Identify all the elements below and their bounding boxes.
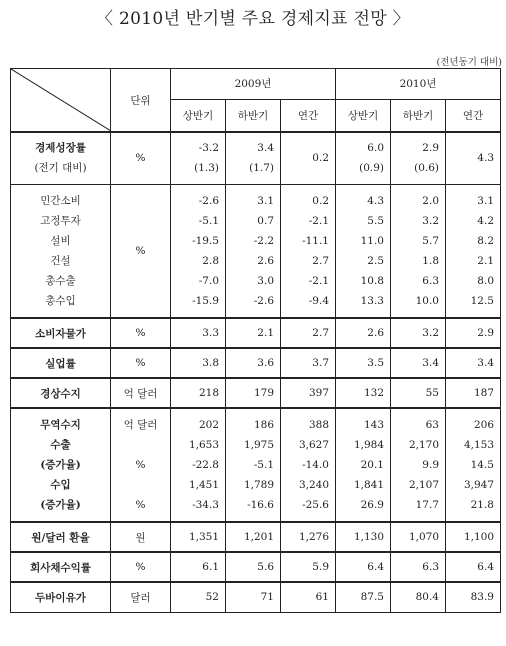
value: -25.6 (302, 499, 329, 511)
value: 3.1 (477, 194, 494, 207)
cell-components-h1-2010 (336, 184, 391, 318)
value: 2.1 (477, 254, 494, 267)
unit-exports (117, 435, 164, 455)
cell-fx-h2-2010: 1,070 (391, 522, 446, 552)
value: 6.0 (367, 142, 384, 155)
cell-cpi-h1-2009: 3.3 (171, 318, 226, 348)
value: 6.3 (422, 274, 439, 287)
unit-imports-growth: % (135, 499, 146, 511)
unit-imports (117, 475, 164, 495)
unit-trade (111, 408, 171, 522)
value: (0.6) (414, 162, 439, 175)
cell-gdp-h2-2010 (391, 132, 446, 184)
row-fx (11, 522, 501, 552)
value: 17.7 (415, 499, 439, 511)
value: 3,947 (463, 479, 494, 491)
cell-ca-h2-2009: 179 (226, 378, 281, 408)
label-cpi: 소비자물가 (11, 318, 111, 348)
unit-fx: 원 (111, 522, 171, 552)
value: (1.7) (249, 162, 274, 175)
value: 2.9 (422, 142, 439, 155)
cell-fx-h1-2010: 1,130 (336, 522, 391, 552)
cell-trade-annual-2010 (446, 408, 501, 522)
cell-oil-annual-2010: 83.9 (446, 582, 501, 612)
value: -15.9 (192, 294, 219, 307)
cell-gdp-annual-2010: 4.3 (446, 132, 501, 184)
cell-bond-h2-2010: 6.3 (391, 552, 446, 582)
header-row-years (11, 69, 501, 100)
header-unit: 단위 (111, 69, 171, 133)
value: 3.2 (422, 214, 439, 227)
value: -7.0 (198, 274, 219, 287)
value: 5.5 (367, 214, 384, 227)
cell-unemp-annual-2010: 3.4 (446, 348, 501, 378)
row-dubai-oil (11, 582, 501, 612)
value: 5.7 (422, 234, 439, 247)
label-total-exports: 총수출 (45, 274, 76, 287)
cell-bond-h2-2009: 5.6 (226, 552, 281, 582)
row-label-gdp (11, 132, 111, 184)
cell-fx-annual-2009: 1,276 (281, 522, 336, 552)
value: 2.5 (367, 254, 384, 267)
unit-note: (전년동기 대비) (436, 57, 502, 68)
cell-oil-annual-2009: 61 (281, 582, 336, 612)
cell-components-annual-2010 (446, 184, 501, 318)
economic-indicators-table (10, 68, 501, 613)
row-gdp-growth (11, 132, 501, 184)
cell-oil-h1-2009: 52 (171, 582, 226, 612)
unit-current-account: 억 달러 (111, 378, 171, 408)
diagonal-line (11, 69, 111, 131)
label-gdp-growth: 경제성장률 (35, 142, 86, 155)
value: 1,451 (188, 479, 219, 491)
unit-exports-growth: % (135, 459, 146, 471)
cell-trade-h2-2009 (226, 408, 281, 522)
cell-oil-h2-2009: 71 (226, 582, 281, 612)
value: -2.2 (253, 234, 274, 247)
value: 186 (253, 419, 274, 431)
label-total-imports: 총수입 (45, 294, 76, 307)
header-2010: 2010년 (336, 69, 501, 100)
cell-bond-h1-2010: 6.4 (336, 552, 391, 582)
unit-unemployment: % (111, 348, 171, 378)
cell-ca-annual-2010: 187 (446, 378, 501, 408)
cell-gdp-annual-2009: 0.2 (281, 132, 336, 184)
cell-fx-h2-2009: 1,201 (226, 522, 281, 552)
value: 388 (308, 419, 329, 431)
value: -22.8 (192, 459, 219, 471)
cell-unemp-h1-2010: 3.5 (336, 348, 391, 378)
cell-oil-h2-2010: 80.4 (391, 582, 446, 612)
value: -16.6 (247, 499, 274, 511)
value: 20.1 (360, 459, 384, 471)
value: -5.1 (253, 459, 274, 471)
label-fx: 원/달러 환율 (11, 522, 111, 552)
unit-dubai-oil: 달러 (111, 582, 171, 612)
row-current-account (11, 378, 501, 408)
value: -9.4 (308, 294, 329, 307)
label-construction: 건설 (50, 254, 71, 267)
value: 2.8 (202, 254, 219, 267)
label-equipment: 설비 (50, 234, 71, 247)
header-2009: 2009년 (171, 69, 336, 100)
unit-trade-balance: 억 달러 (123, 419, 158, 431)
cell-trade-h2-2010 (391, 408, 446, 522)
row-label-trade (11, 408, 111, 522)
cell-bond-h1-2009: 6.1 (171, 552, 226, 582)
value: 14.5 (470, 459, 494, 471)
cell-gdp-h1-2009 (171, 132, 226, 184)
value: 1,984 (353, 439, 384, 451)
cell-unemp-h2-2009: 3.6 (226, 348, 281, 378)
value: 1,789 (243, 479, 274, 491)
cell-components-h2-2009 (226, 184, 281, 318)
cell-unemp-h1-2009: 3.8 (171, 348, 226, 378)
value: -3.2 (198, 142, 219, 155)
value: 1.8 (422, 254, 439, 267)
value: -11.1 (302, 234, 329, 247)
label-dubai-oil: 두바이유가 (11, 582, 111, 612)
value: 9.9 (422, 459, 439, 471)
row-components (11, 184, 501, 318)
cell-components-h1-2009 (171, 184, 226, 318)
page-title: 〈 2010년 반기별 주요 경제지표 전망 〉 (96, 9, 410, 29)
label-gdp-qoq: (전기 대비) (34, 162, 87, 175)
header-h2-2010: 하반기 (391, 99, 446, 132)
label-trade-balance: 무역수지 (40, 419, 81, 431)
label-current-account: 경상수지 (11, 378, 111, 408)
header-annual-2009: 연간 (281, 99, 336, 132)
value: -34.3 (192, 499, 219, 511)
cell-ca-h2-2010: 55 (391, 378, 446, 408)
cell-components-annual-2009 (281, 184, 336, 318)
value: 21.8 (470, 499, 494, 511)
value: 4.3 (367, 194, 384, 207)
label-private-consumption: 민간소비 (40, 194, 81, 207)
value: 8.0 (477, 274, 494, 287)
value: 4.2 (477, 214, 494, 227)
value: -2.6 (253, 294, 274, 307)
value: 0.7 (257, 214, 274, 227)
value: -2.1 (308, 214, 329, 227)
cell-cpi-h1-2010: 2.6 (336, 318, 391, 348)
value: 202 (198, 419, 219, 431)
label-imports: 수입 (50, 479, 71, 491)
row-cpi (11, 318, 501, 348)
row-trade (11, 408, 501, 522)
unit-cpi: % (111, 318, 171, 348)
cell-trade-h1-2009 (171, 408, 226, 522)
unit-bond-yield: % (111, 552, 171, 582)
cell-cpi-h2-2009: 2.1 (226, 318, 281, 348)
value: 1,975 (243, 439, 274, 451)
value: (0.9) (359, 162, 384, 175)
cell-unemp-annual-2009: 3.7 (281, 348, 336, 378)
value: 10.0 (415, 294, 439, 307)
cell-cpi-annual-2009: 2.7 (281, 318, 336, 348)
cell-bond-annual-2010: 6.4 (446, 552, 501, 582)
value: 3.1 (257, 194, 274, 207)
cell-oil-h1-2010: 87.5 (336, 582, 391, 612)
cell-cpi-annual-2010: 2.9 (446, 318, 501, 348)
unit-components: % (111, 184, 171, 318)
value: 2.7 (312, 254, 329, 267)
label-fixed-investment: 고정투자 (40, 214, 81, 227)
value: 0.2 (312, 194, 329, 207)
cell-gdp-h2-2009 (226, 132, 281, 184)
value: -2.6 (198, 194, 219, 207)
value: -2.1 (308, 274, 329, 287)
cell-ca-annual-2009: 397 (281, 378, 336, 408)
label-exports: 수출 (50, 439, 71, 451)
header-h1-2009: 상반기 (171, 99, 226, 132)
row-label-components (11, 184, 111, 318)
unit-gdp: % (111, 132, 171, 184)
value: -14.0 (302, 459, 329, 471)
cell-bond-annual-2009: 5.9 (281, 552, 336, 582)
row-unemployment (11, 348, 501, 378)
header-h2-2009: 하반기 (226, 99, 281, 132)
value: 13.3 (360, 294, 384, 307)
header-h1-2010: 상반기 (336, 99, 391, 132)
value: -19.5 (192, 234, 219, 247)
value: 3,240 (298, 479, 329, 491)
cell-trade-h1-2010 (336, 408, 391, 522)
value: 10.8 (360, 274, 384, 287)
row-bond-yield (11, 552, 501, 582)
label-bond-yield: 회사채수익률 (11, 552, 111, 582)
value: 1,653 (188, 439, 219, 451)
value: 2.0 (422, 194, 439, 207)
cell-gdp-h1-2010 (336, 132, 391, 184)
label-exports-growth: (증가율) (40, 459, 81, 471)
label-imports-growth: (증가율) (40, 499, 81, 511)
value: 143 (363, 419, 384, 431)
cell-fx-annual-2010: 1,100 (446, 522, 501, 552)
cell-unemp-h2-2010: 3.4 (391, 348, 446, 378)
value: 2.6 (257, 254, 274, 267)
value: 3.4 (257, 142, 274, 155)
cell-trade-annual-2009 (281, 408, 336, 522)
cell-ca-h1-2010: 132 (336, 378, 391, 408)
value: 3,627 (298, 439, 329, 451)
value: 26.9 (360, 499, 384, 511)
header-annual-2010: 연간 (446, 99, 501, 132)
value: 3.0 (257, 274, 274, 287)
header-corner-cell (11, 69, 111, 133)
value: 2,170 (408, 439, 439, 451)
value: -5.1 (198, 214, 219, 227)
value: 63 (425, 419, 439, 431)
value: 1,841 (353, 479, 384, 491)
cell-cpi-h2-2010: 3.2 (391, 318, 446, 348)
value: 8.2 (477, 234, 494, 247)
value: 4,153 (463, 439, 494, 451)
value: 12.5 (470, 294, 494, 307)
cell-components-h2-2010 (391, 184, 446, 318)
cell-ca-h1-2009: 218 (171, 378, 226, 408)
cell-fx-h1-2009: 1,351 (171, 522, 226, 552)
value: 2,107 (408, 479, 439, 491)
value: 11.0 (360, 234, 384, 247)
value: 206 (473, 419, 494, 431)
label-unemployment: 실업률 (11, 348, 111, 378)
value: (1.3) (194, 162, 219, 175)
